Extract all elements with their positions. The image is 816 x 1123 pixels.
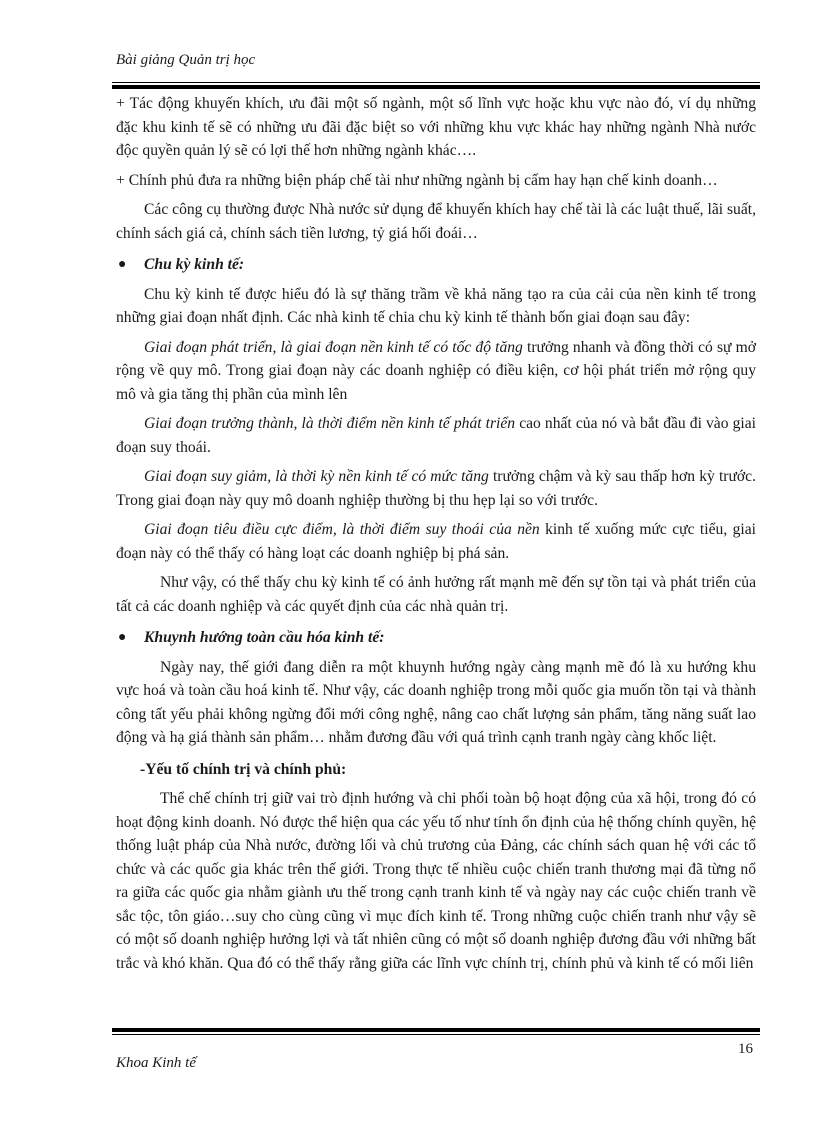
- header-title: Bài giảng Quản trị học: [116, 52, 256, 68]
- section-bullet: [116, 253, 756, 277]
- paragraph: Thể chế chính trị giữ vai trò định hướng và chi phối toàn bộ hoạt động của xã hội, trong đó có hoạt động kinh doanh. Nó được thể hiện qua các yếu tố như tính ổn định của hệ thống chính quyền, hệ thống luật pháp của Nhà nước, đường lối và chủ trương của Đảng, các chính sách quan hệ với các tổ chức và các quốc gia khác trên thế giới. Trong thực tế nhiều cuộc chiến tranh thương mại đã từng nổ ra giữa các quốc gia nhằm giành ưu thế trong cạnh tranh kinh tế và ngày nay các cuộc chiến tranh về sắc tộc, tôn giáo…suy cho cùng cũng vì mục đích kinh tế. Trong những cuộc chiến tranh như vậy sẽ có một số doanh nghiệp hưởng lợi và tất nhiên cũng có một số doanh nghiệp đương đầu với những bất trắc và khó khăn. Qua đó có thể thấy rằng giữa các lĩnh vực chính trị, chính phủ và kinh tế có mối liên: [116, 790, 756, 972]
- bullet-icon: ●: [118, 257, 127, 272]
- page-body: [116, 92, 756, 981]
- paragraph: Như vậy, có thể thấy chu kỳ kinh tế có ảnh hưởng rất mạnh mẽ đến sự tồn tại và phát triển của tất cả các doanh nghiệp và các quyết định của các nhà quản trị.: [116, 574, 756, 615]
- paragraph: Chu kỳ kinh tế được hiểu đó là sự thăng trầm về khả năng tạo ra của cải của nền kinh tế trong những giai đoạn nhất định. Các nhà kinh tế chia chu kỳ kinh tế thành bốn giai đoạn sau đây:: [116, 285, 756, 326]
- italic-text: Giai đoạn tiêu điều cực điểm, là thời điểm suy thoái của nền: [144, 521, 540, 538]
- paragraph: [116, 412, 756, 459]
- paragraph: Các công cụ thường được Nhà nước sử dụng để khuyến khích hay chế tài là các luật thuế, lãi suất, chính sách giá cả, chính sách tiền lương, tỷ giá hối đoái…: [116, 201, 756, 242]
- paragraph-text: trưởng chậm và kỳ sau thấp hơn kỳ trước. Trong giai đoạn này quy mô doanh nghiệp thường bị thu hẹp lại so với trước.: [116, 468, 756, 509]
- paragraph: Ngày nay, thế giới đang diễn ra một khuynh hướng ngày càng mạnh mẽ đó là xu hướng khu vực hoá và toàn cầu hoá kinh tế. Như vậy, các doanh nghiệp trong mỗi quốc gia muốn tồn tại và thành công tất yếu phải không ngừng đổi mới công nghệ, nâng cao chất lượng sản phẩm, tăng năng suất lao động và hạ giá thành sản phẩm… nhằm đương đầu với quá trình cạnh tranh ngày càng khốc liệt.: [116, 658, 756, 746]
- italic-text: Giai đoạn suy giảm, là thời kỳ nền kinh tế có mức tăng: [144, 468, 489, 485]
- section-bullet: [116, 626, 756, 650]
- section-title: Khuynh hướng toàn cầu hóa kinh tế:: [144, 629, 385, 646]
- paragraph-text: trưởng nhanh và đồng thời có sự mở rộng về quy mô. Trong giai đoạn này các doanh nghiệp có điều kiện, cơ hội phát triển mở rộng quy mô và gia tăng thị phần của mình lên: [116, 338, 756, 403]
- section-heading: -Yếu tố chính trị và chính phủ:: [140, 760, 347, 778]
- footer-rule: [112, 1028, 760, 1035]
- footer-title: Khoa Kinh tế: [116, 1055, 197, 1071]
- paragraph: [116, 518, 756, 565]
- italic-text: Giai đoạn phát triển, là giai đoạn nền kinh tế có tốc độ tăng: [144, 338, 523, 356]
- paragraph: [116, 465, 756, 512]
- bullet-icon: ●: [118, 630, 127, 645]
- page-number: 16: [738, 1041, 753, 1057]
- paragraph: [116, 336, 756, 407]
- paragraph-text: kinh tế xuống mức cực tiểu, giai đoạn này có thể thấy có hàng loạt các doanh nghiệp bị phá sản.: [116, 521, 757, 562]
- section-title: Chu kỳ kinh tế:: [144, 256, 245, 273]
- paragraph: + Tác động khuyến khích, ưu đãi một số ngành, một số lĩnh vực hoặc khu vực nào đó, ví dụ những đặc khu kinh tế sẽ có những ưu đãi đặc biệt so với những khu vực khác hay những ngành Nhà nước độc quyền quản lý sẽ có lợi thế hơn những ngành khác….: [116, 95, 756, 159]
- header-rule: [112, 82, 760, 89]
- italic-text: Giai đoạn trưởng thành, là thời điểm nền kinh tế phát triển: [144, 415, 516, 432]
- paragraph: + Chính phủ đưa ra những biện pháp chế tài như những ngành bị cấm hay hạn chế kinh doanh…: [116, 171, 718, 189]
- paragraph-text: cao nhất của nó và bắt đầu đi vào giai đoạn suy thoái.: [116, 415, 756, 456]
